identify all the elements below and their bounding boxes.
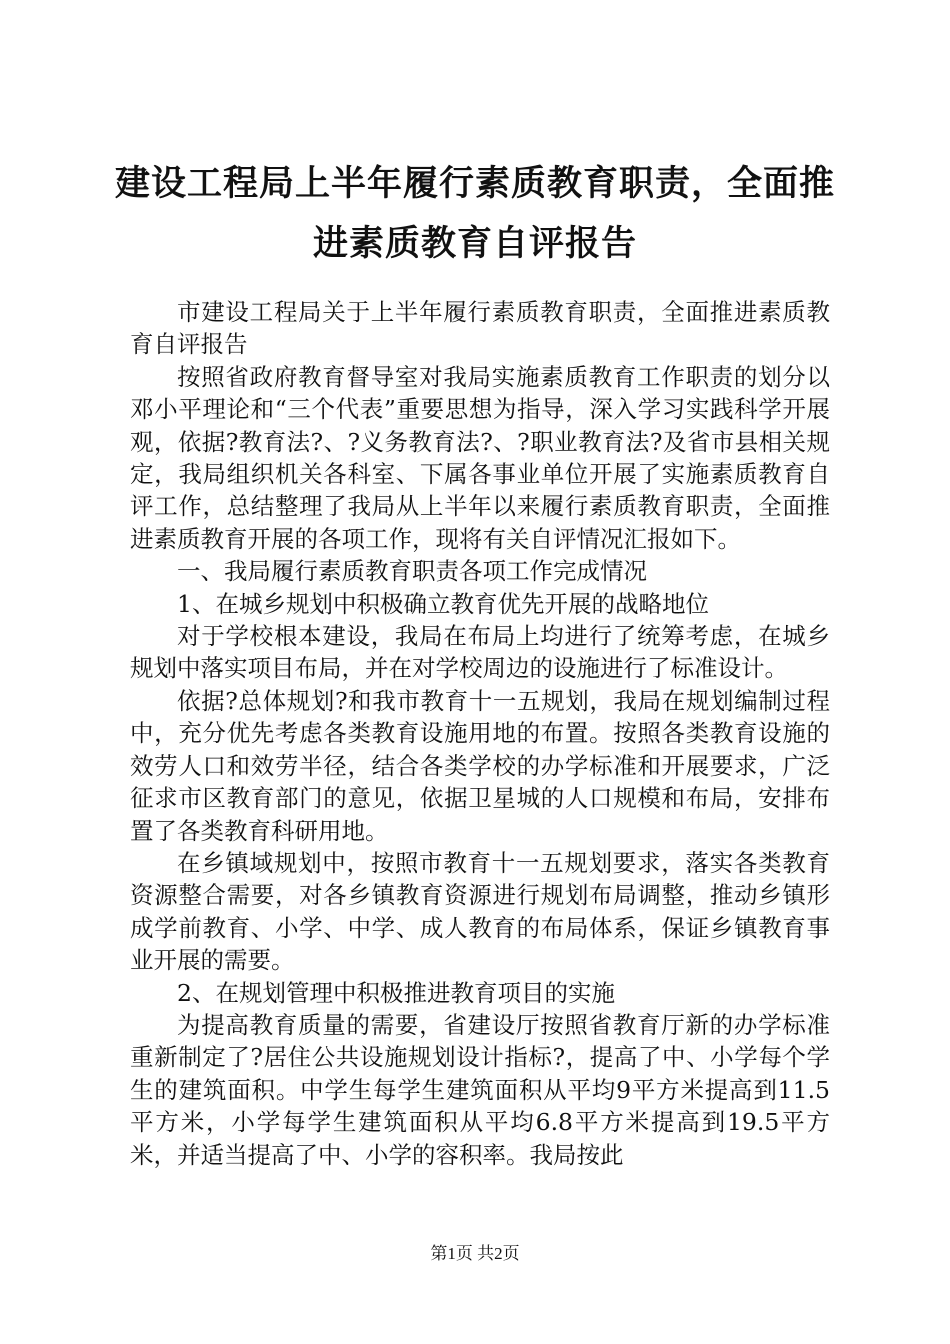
paragraph-education-quality: 为提高教育质量的需要，省建设厅按照省教育厅新的办学标准重新制定了?居住公共设施规划设计指标?，提高了中、小学每个学生的建筑面积。中学生每学生建筑面积从平均9平方米提高到11.5平方米，小学每学生建筑面积从平均6.8平方米提高到19.5平方米，并适当提高了中、小学的容积率。我局按此	[130, 1010, 830, 1169]
subsection-heading-1: 1、在城乡规划中积极确立教育优先开展的战略地位	[177, 589, 709, 618]
subsection-heading-2: 2、在规划管理中积极推进教育项目的实施	[177, 978, 615, 1007]
paragraph-overall-planning: 依据?总体规划?和我市教育十一五规划，我局在规划编制过程中，充分优先考虑各类教育设施用地的布置。按照各类教育设施的效劳人口和效劳半径，结合各类学校的办学标准和开展要求，广泛征求市区教育部门的意见，依据卫星城的人口规模和布局，安排布置了各类教育科研用地。	[130, 686, 830, 845]
page-number-footer: 第1页 共2页	[430, 1244, 520, 1263]
paragraph-school-construction: 对于学校根本建设，我局在布局上均进行了统筹考虑，在城乡规划中落实项目布局，并在对学校周边的设施进行了标准设计。	[130, 622, 830, 683]
document-body	[130, 296, 830, 1171]
section-heading-1: 一、我局履行素质教育职责各项工作完成情况	[177, 557, 647, 586]
paragraph-introduction: 按照省政府教育督导室对我局实施素质教育工作职责的划分以邓小平理论和“三个代表”重要思想为指导，深入学习实践科学开展观，依据?教育法?、?义务教育法?、?职业教育法?及省市县相关规定，我局组织机关各科室、下属各事业单位开展了实施素质教育自评工作，总结整理了我局从上半年以来履行素质教育职责，全面推进素质教育开展的各项工作，现将有关自评情况汇报如下。	[130, 362, 830, 553]
document-title-line-1: 建设工程局上半年履行素质教育职责，全面推	[114, 163, 835, 204]
paragraph-report-name: 市建设工程局关于上半年履行素质教育职责，全面推进素质教育自评报告	[130, 298, 830, 359]
document-title-line-2: 进素质教育自评报告	[312, 223, 637, 264]
paragraph-township-planning: 在乡镇域规划中，按照市教育十一五规划要求，落实各类教育资源整合需要，对各乡镇教育资源进行规划布局调整，推动乡镇形成学前教育、小学、中学、成人教育的布局体系，保证乡镇教育事业开展的需要。	[130, 848, 830, 975]
